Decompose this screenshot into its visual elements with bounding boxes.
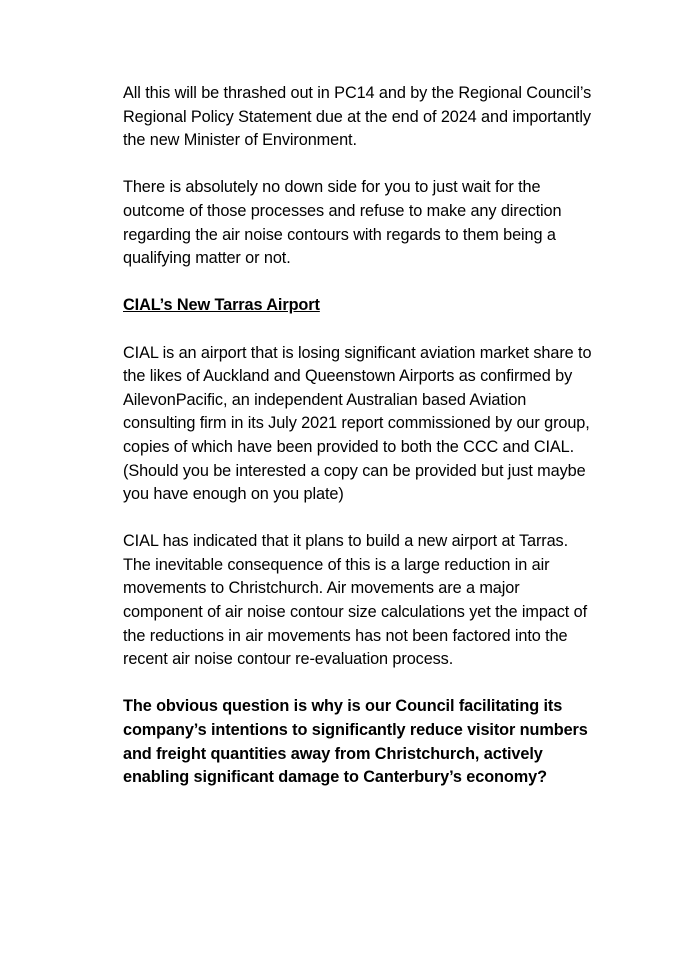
paragraph-wait-for-outcome: There is absolutely no down side for you to just wait for the outcome of those processes and refuse to make any direction regarding the air noise contours with regards to them being a qualifying matter or not. — [123, 178, 562, 268]
paragraph-spacer — [123, 507, 598, 531]
paragraph-tarras-plans: CIAL has indicated that it plans to build a new airport at Tarras. The inevitable consequence of this is a large reduction in air movements to Christchurch. Air movements are a major component of air noise contour size calculations yet the impact of the reductions in air movements has not been factored into the recent air noise contour re-evaluation process. — [123, 532, 587, 669]
paragraph-spacer — [123, 318, 598, 342]
paragraph-pc14: All this will be thrashed out in PC14 and by the Regional Council’s Regional Policy Statement due at the end of 2024 and importantly the new Minister of Environment. — [123, 84, 592, 150]
paragraph-market-share: CIAL is an airport that is losing significant aviation market share to the likes of Auckland and Queenstown Airports as confirmed by AilevonPacific, an independent Australian based Aviation consulting firm in its July 2021 report commissioned by our group, copies of which have been provided to both the CCC and CIAL. (Should you be interested a copy can be provided but just maybe you have enough on you plate) — [123, 343, 592, 504]
document-body — [123, 82, 598, 790]
section-heading: CIAL’s New Tarras Airport — [123, 296, 320, 315]
paragraph-spacer — [123, 271, 598, 295]
closing-question: The obvious question is why is our Council facilitating its company’s intentions to significantly reduce visitor numbers and freight quantities away from Christchurch, actively enabling significant damage to Canterbury’s economy? — [123, 697, 588, 787]
paragraph-spacer — [123, 153, 598, 177]
paragraph-spacer — [123, 672, 598, 696]
